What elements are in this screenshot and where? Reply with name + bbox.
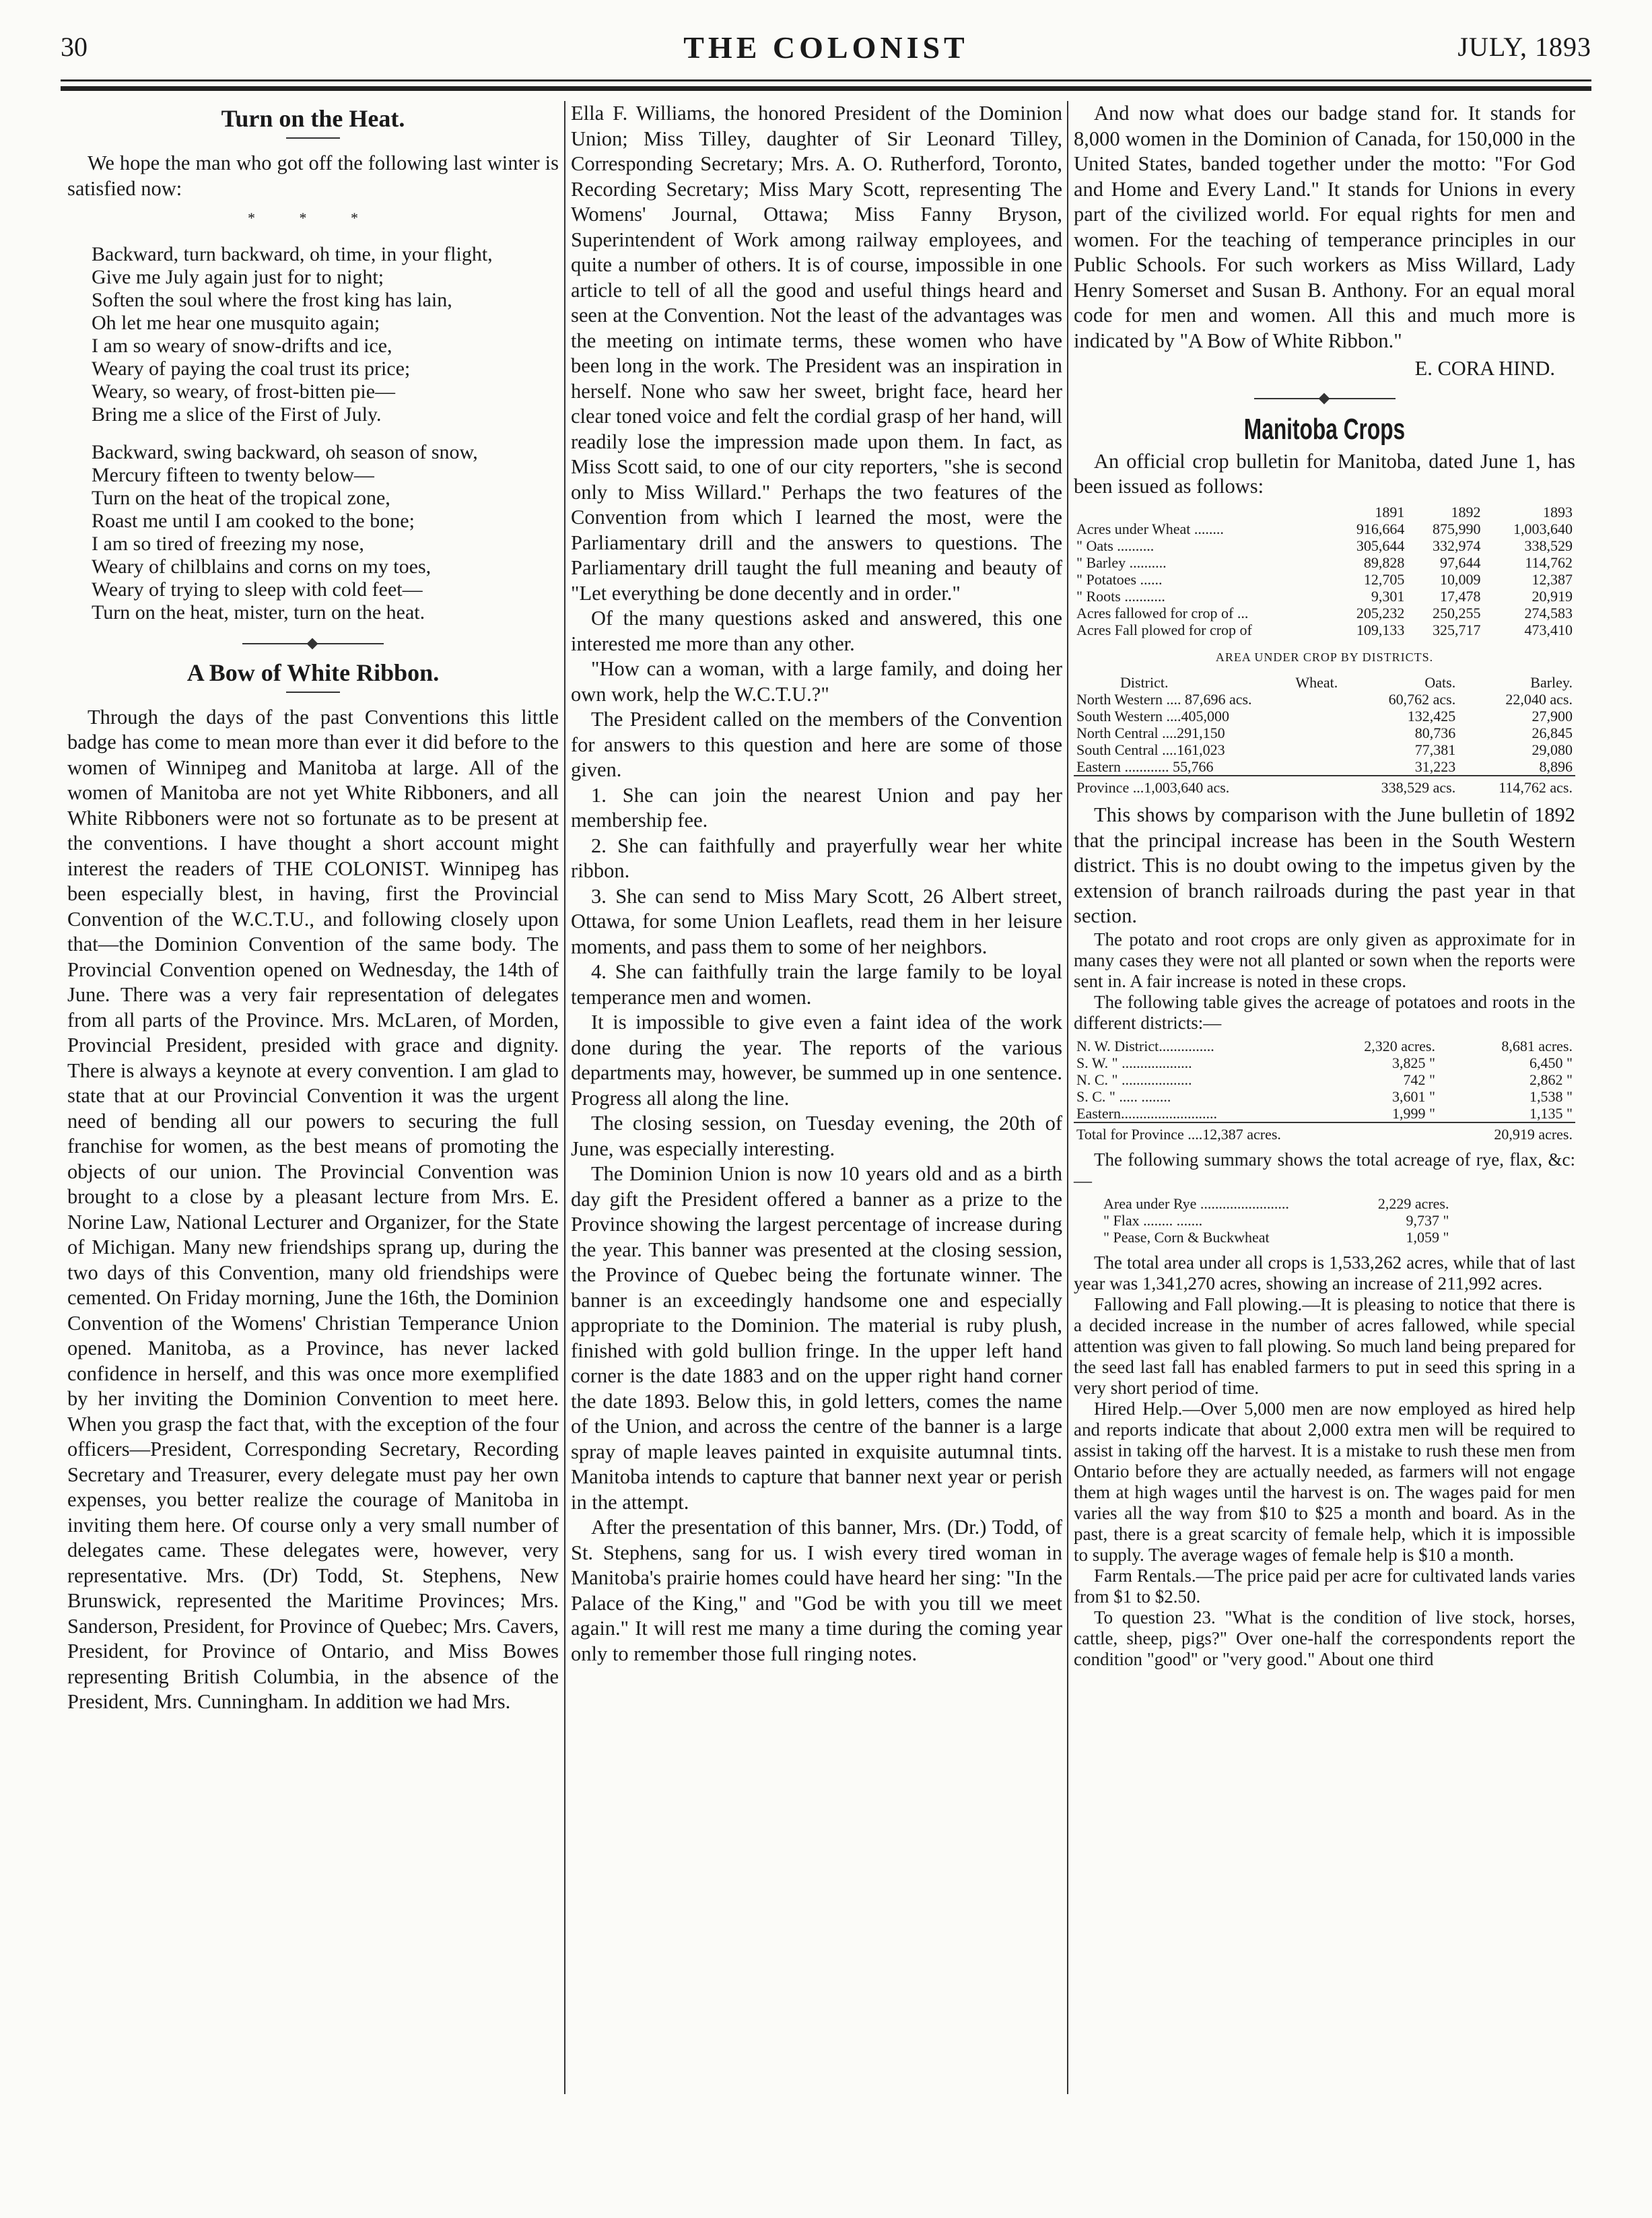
rye-flax-table: [1101, 1195, 1452, 1246]
table-cell: S. W. " ...................: [1076, 1054, 1192, 1071]
poem-line: Give me July again just for to night;: [92, 265, 384, 288]
table-header: Oats.: [1424, 674, 1456, 691]
poem-line: Backward, swing backward, oh season of snow,: [92, 440, 478, 463]
page-number: 30: [61, 32, 88, 62]
publication-title: THE COLONIST: [683, 30, 969, 65]
table-cell: 132,425: [1407, 708, 1456, 725]
table-row: [1074, 1038, 1575, 1054]
poem-line: Weary of chilblains and corns on my toes,: [92, 555, 432, 578]
poem-line: Turn on the heat, mister, turn on the heat.: [92, 601, 425, 624]
table-row: [1074, 758, 1575, 776]
table-cell: 3,601 ": [1392, 1087, 1435, 1105]
table-row: [1074, 571, 1575, 588]
article-intro: We hope the man who got off the following last winter is satisfied now:: [67, 152, 559, 200]
table-cell: Acres fallowed for crop of ...: [1076, 604, 1249, 621]
article-paragraph: Hired Help.—Over 5,000 men are now employed as hired help and reports indicate that about 2,000 extra men will be required to assist in taking off the harvest. It is a mistake to rush these men from Ontario before they are actually needed, as farmers will not engage them at high wages until the harvest is on. The wages paid for men varies all the way from $10 to $25 a month and board. As in the past, there is a great scarcity of female help, which it is impossible to supply. The average wages of female help is $10 a month.: [1074, 1398, 1575, 1565]
poem-line: Backward, turn backward, oh time, in your flight,: [92, 242, 493, 265]
article-paragraph: 2. She can faithfully and prayerfully wear her white ribbon.: [571, 834, 1062, 882]
table-cell: 27,900: [1531, 708, 1573, 725]
table-row: [1101, 1212, 1452, 1229]
table-row: [1074, 605, 1575, 621]
table-cell: 20,919 acres.: [1438, 1122, 1575, 1143]
table-cell: 338,529 acs.: [1340, 776, 1458, 796]
masthead-rule-heavy: [61, 86, 1591, 91]
table-cell: 473,410: [1524, 621, 1573, 638]
article-paragraph: And now what does our badge stand for. It stands for 8,000 women in the Dominion of Canada, for 150,000 in the United States, banded together under the motto: "For God and Home and Every Land." It stands for Unions in every part of the civilized world. For equal rights for men and women. For the teaching of temperance principles in our Public Schools. For such workers as Miss Willard, Lady Henry Somerset and Susan B. Anthony. For an equal moral code for men and women. All this and much more is indicated by "A Bow of White Ribbon.": [1074, 102, 1575, 352]
table-cell: 1,059 ": [1406, 1228, 1449, 1246]
table-row: [1074, 1105, 1575, 1122]
table-header-row: [1074, 504, 1575, 520]
table-cell: 742 ": [1403, 1071, 1435, 1088]
table-row: [1074, 708, 1575, 725]
table-row: [1074, 1088, 1575, 1105]
article-paragraph: Farm Rentals.—The price paid per acre for cultivated lands varies from $1 to $2.50.: [1074, 1565, 1575, 1607]
table-row: [1074, 537, 1575, 554]
table-header: Barley.: [1530, 674, 1573, 691]
table-cell: 1,999 ": [1392, 1104, 1435, 1122]
table-cell: 29,080: [1531, 741, 1573, 758]
article-paragraph: The total area under all crops is 1,533,262 acres, while that of last year was 1,341,270 acres, showing an increase of 211,992 acres.: [1074, 1252, 1575, 1293]
article-title: A Bow of White Ribbon.: [186, 659, 440, 686]
table-row: [1074, 554, 1575, 571]
table-cell: South Western ....405,000: [1076, 708, 1229, 725]
table-row: [1074, 1071, 1575, 1088]
table-cell: 12,705: [1363, 570, 1405, 588]
article-paragraph: To question 23. "What is the condition of live stock, horses, cattle, sheep, pigs?" Over one-half the correspondents report the condition "good" or "very good." About one third: [1074, 1607, 1575, 1669]
poem: [67, 243, 559, 624]
table-cell: Acres Fall plowed for crop of: [1076, 621, 1252, 638]
table-cell: " Flax ........ .......: [1103, 1211, 1203, 1229]
poem-line: Oh let me hear one musquito again;: [92, 311, 380, 334]
poem-line: Soften the soul where the frost king has lain,: [92, 288, 452, 311]
article-paragraph: The following table gives the acreage of potatoes and roots in the different districts:—: [1074, 991, 1575, 1033]
poem-line: Mercury fifteen to twenty below—: [92, 463, 374, 486]
table-cell: 89,828: [1363, 553, 1405, 571]
table-header: Wheat.: [1295, 674, 1338, 691]
table-cell: 10,009: [1439, 570, 1481, 588]
article-paragraph: After the presentation of this banner, Mrs. (Dr.) Todd, of St. Stephens, sang for us. I wish every tired woman in Manitoba's prairie homes could have heard her sing: "In the Palace of the King," and "God be with you till we meet again." It will rest me many a time during the coming year only to remember those full ringing notes.: [571, 1516, 1062, 1665]
table-cell: 1,538 ": [1529, 1087, 1573, 1105]
table-header: 1891: [1375, 503, 1405, 520]
table-caption: AREA UNDER CROP BY DISTRICTS.: [1215, 650, 1434, 664]
poem-line: I am so tired of freezing my nose,: [92, 532, 364, 555]
table-cell: 114,762 acs.: [1458, 776, 1575, 796]
table-cell: 338,529: [1524, 537, 1573, 554]
article-paragraph: It is impossible to give even a faint idea of the work done during the year. The reports of the various departments may, however, be summed up in one sentence. Progress all along the line.: [571, 1011, 1062, 1110]
table-cell: 274,583: [1524, 604, 1573, 621]
table-header: District.: [1120, 674, 1169, 691]
table-cell: 114,762: [1525, 553, 1573, 571]
table-cell: Area under Rye ........................: [1103, 1195, 1289, 1212]
table-cell: 6,450 ": [1529, 1054, 1573, 1071]
article-paragraph: The Dominion Union is now 10 years old and as a birth day gift the President offered a banner as a prize to the Province showing the largest percentage of increase during the year. This banner was presented at the closing session, the Province of Quebec being the fortunate winner. The banner is an exceedingly handsome one and especially appropriate to the Dominion. The material is ruby plush, finished with gold bullion fringe. In the upper left hand corner is the date 1883 and on the upper right hand corner the date 1893. Below this, in gold letters, comes the name of the Union, and across the centre of the banner is a large spray of maple leaves painted in exquisite autumnal tints. Manitoba intends to capture that banner next year or perish in the attempt.: [571, 1162, 1062, 1514]
table-cell: 80,736: [1414, 725, 1456, 741]
column-2: [571, 101, 1062, 1667]
table-total-row: [1074, 776, 1575, 796]
article-paragraph: Fallowing and Fall plowing.—It is pleasing to notice that there is a decided increase in the number of acres fallowed, while special attention was given to fall plowing. So much land being prepared for the seed last fall has enabled farmers to put in seed this spring in a very short period of time.: [1074, 1293, 1575, 1398]
table-header: 1892: [1451, 503, 1481, 520]
article-paragraph: 1. She can join the nearest Union and pay her membership fee.: [571, 783, 1062, 832]
crop-acreage-table: [1074, 504, 1575, 638]
issue-date: JULY, 1893: [1457, 32, 1591, 62]
table-row: [1101, 1195, 1452, 1212]
table-cell: North Western .... 87,696 acs.: [1076, 691, 1252, 708]
table-cell: Acres under Wheat ........: [1076, 520, 1224, 537]
table-cell: 8,896: [1539, 758, 1573, 775]
table-cell: 1,135 ": [1529, 1104, 1573, 1122]
table-cell: South Central ....161,023: [1076, 741, 1225, 758]
article-paragraph: An official crop bulletin for Manitoba, dated June 1, has been issued as follows:: [1074, 449, 1575, 498]
table-cell: North Central ....291,150: [1076, 725, 1225, 741]
article-title: Manitoba Crops: [1243, 412, 1406, 446]
potatoes-roots-table: [1074, 1038, 1575, 1143]
table-cell: 3,825 ": [1392, 1054, 1435, 1071]
table-cell: 250,255: [1432, 604, 1481, 621]
table-cell: 97,644: [1439, 553, 1481, 571]
poem-line: Weary, so weary, of frost-bitten pie—: [92, 380, 396, 403]
poem-line: Weary of trying to sleep with cold feet—: [92, 578, 423, 601]
column-1: [67, 101, 559, 1715]
table-cell: 9,301: [1371, 587, 1405, 605]
table-row: [1074, 588, 1575, 605]
table-row: [1074, 725, 1575, 741]
table-cell: N. W. District...............: [1076, 1037, 1214, 1054]
poem-line: Roast me until I am cooked to the bone;: [92, 509, 415, 532]
table-row: [1074, 1054, 1575, 1071]
table-cell: 305,644: [1356, 537, 1405, 554]
table-cell: 9,737 ": [1406, 1211, 1449, 1229]
table-total-row: [1074, 1122, 1575, 1143]
table-cell: " Pease, Corn & Buckwheat: [1103, 1228, 1270, 1246]
article-paragraph: Of the many questions asked and answered, this one interested me more than any other.: [571, 607, 1062, 655]
table-cell: 2,862 ": [1529, 1071, 1573, 1088]
article-paragraph: The closing session, on Tuesday evening, the 20th of June, was especially interesting.: [571, 1112, 1062, 1160]
table-cell: 325,717: [1432, 621, 1481, 638]
author-signature: E. CORA HIND.: [1414, 357, 1555, 380]
table-row: [1074, 741, 1575, 758]
table-cell: Eastern ............ 55,766: [1076, 758, 1214, 775]
article-paragraph: 3. She can send to Miss Mary Scott, 26 Albert street, Ottawa, for some Union Leaflets, read them in her leisure moments, and pass them to some of her neighbors.: [571, 884, 1062, 958]
table-row: [1074, 691, 1575, 708]
table-cell: Eastern..........................: [1076, 1104, 1217, 1122]
title-rule: [286, 137, 340, 139]
district-table: [1074, 674, 1575, 796]
table-cell: 8,681 acres.: [1501, 1037, 1573, 1054]
poem-line: I am so weary of snow-drifts and ice,: [92, 334, 392, 357]
article-paragraph: "How can a woman, with a large family, and doing her own work, help the W.C.T.U.?": [571, 657, 1062, 706]
article-paragraph: The potato and root crops are only given as approximate for in many cases they were not all planted or sown when the reports were sent in. A fair increase is noted in these crops.: [1074, 929, 1575, 991]
table-cell: " Barley ..........: [1076, 553, 1167, 571]
article-paragraph: The President called on the members of the Convention for answers to this question and here are some of those given.: [571, 708, 1062, 781]
article-paragraph: Ella F. Williams, the honored President of the Dominion Union; Miss Tilley, daughter of Sir Leonard Tilley, Corresponding Secretary; Mrs. A. O. Rutherford, Toronto, Recording Secretary; Miss Mary Scott, representing The Womens' Journal, Ottawa; Miss Fanny Bryson, Superintendent of Work among railway employees, and quite a number of others. It is of course, impossible in one article to tell of all the good and useful things heard and seen at the Convention. Not the least of the advantages was the meeting on intimate terms, these women who have been long in the work. The President was an inspiration in herself. None who saw her sweet, bright face, heard her clear toned voice and felt the cordial grasp of her hand, will readily lose the impression made upon them. In fact, as Miss Scott said, to one of our city reporters, "she is second only to Miss Willard." Perhaps the two features of the Convention from which I learned the most, were the Parliamentary drill and the answers to questions. The Parliamentary drill taught the full meaning and beauty of "Let everything be done decently and in order.": [571, 102, 1062, 605]
table-cell: 26,845: [1531, 725, 1573, 741]
table-row: [1101, 1229, 1452, 1246]
section-divider: [1254, 394, 1396, 403]
table-row: [1074, 621, 1575, 638]
table-header-row: [1074, 674, 1575, 691]
table-cell: 60,762 acs.: [1388, 691, 1456, 708]
table-cell: Total for Province ....12,387 acres.: [1074, 1122, 1438, 1143]
table-cell: 875,990: [1432, 520, 1481, 537]
table-row: [1074, 520, 1575, 537]
article-paragraph: 4. She can faithfully train the large family to be loyal temperance men and women.: [571, 960, 1062, 1009]
table-cell: 916,664: [1356, 520, 1405, 537]
poem-line: Weary of paying the coal trust its price;: [92, 357, 411, 380]
table-cell: 332,974: [1432, 537, 1481, 554]
table-cell: 12,387: [1531, 570, 1573, 588]
table-cell: Province ...1,003,640 acs.: [1074, 776, 1340, 796]
column-3: [1074, 101, 1575, 1670]
table-cell: " Oats ..........: [1076, 537, 1155, 554]
section-divider: [242, 639, 384, 648]
article-paragraph: Through the days of the past Conventions this little badge has come to mean more than ever it did before to the women of Winnipeg and Manitoba at large. All of the women of Manitoba are not yet White Ribboners, and all White Ribboners were not so fortunate as to be present at the conventions. I have thought a short account might interest the readers of THE COLONIST. Winnipeg has been especially blest, in having, first the Provincial Convention of the W.C.T.U., and following closely upon that—the Dominion Convention of the same body. The Provincial Convention opened on Wednesday, the 14th of June. There was a very fair representation of delegates from all parts of the Province. Mrs. McLaren, of Morden, Provincial President, presided with grace and dignity. There is always a keynote at every convention. I am glad to state that at our Provincial Convention it was the urgent need of bending all our powers to securing the full franchise for women, as the best means of promoting the objects of our union. The Provincial Convention was brought to a close by a pleasant lecture from Mrs. E. Norine Law, National Lecturer and Organizer, for the State of Michigan. Many new friendships sprang up, during the two days of this Convention, many old friendships were cemented. On Friday morning, June the 16th, the Dominion Convention of the Womens' Christian Temperance Union opened. Manitoba, as a Province, has never lacked confidence in herself, and this was once more exemplified by her inviting the Dominion Convention to meet here. When you grasp the fact that, with the exception of the four officers—President, Corresponding Secretary, Recording Secretary and Treasurer, every delegate must pay her own expenses, you better realize the courage of Manitoba in inviting them here. Of course only a very small number of delegates came. These delegates were, however, very representative. Mrs. (Dr) Todd, St. Stephens, New Brunswick, represented the Maritime Provinces; Mrs. Sanderson, President, for Province of Quebec; Mrs. Cavers, President, for Province of Ontario, and Miss Bowes representing British Columbia, in the absence of the President, Mrs. Cunningham. In addition we had Mrs.: [67, 705, 559, 1713]
ornament-stars: * * *: [248, 209, 378, 226]
table-cell: 109,133: [1356, 621, 1405, 638]
table-cell: S. C. " ..... ........: [1076, 1087, 1171, 1105]
table-cell: 17,478: [1439, 587, 1481, 605]
table-cell: 22,040 acs.: [1505, 691, 1573, 708]
article-title: Turn on the Heat.: [221, 105, 405, 132]
table-header: [1074, 504, 1331, 520]
masthead: [61, 27, 1591, 81]
table-cell: " Potatoes ......: [1076, 570, 1163, 588]
article-paragraph: The following summary shows the total acreage of rye, flax, &c:—: [1074, 1149, 1575, 1190]
poem-line: Bring me a slice of the First of July.: [92, 403, 382, 426]
table-cell: 77,381: [1414, 741, 1456, 758]
poem-line: Turn on the heat of the tropical zone,: [92, 486, 390, 509]
table-cell: 1,003,640: [1513, 520, 1573, 537]
masthead-rule: [61, 79, 1591, 81]
table-cell: 2,320 acres.: [1364, 1037, 1435, 1054]
table-cell: N. C. " ...................: [1076, 1071, 1192, 1088]
column-divider: [1067, 101, 1068, 2094]
table-cell: 31,223: [1414, 758, 1456, 775]
table-cell: " Roots ...........: [1076, 587, 1165, 605]
table-cell: 20,919: [1531, 587, 1573, 605]
table-header: 1893: [1543, 503, 1573, 520]
poem-stanza: [67, 243, 559, 426]
poem-stanza: [67, 441, 559, 624]
title-rule: [286, 692, 340, 693]
column-divider: [564, 101, 565, 2094]
table-cell: 205,232: [1356, 604, 1405, 621]
table-cell: 2,229 acres.: [1377, 1195, 1449, 1212]
article-paragraph: This shows by comparison with the June bulletin of 1892 that the principal increase has been in the South Western district. This is no doubt owing to the impetus given by the extension of branch railroads during the past year in that section.: [1074, 803, 1575, 927]
